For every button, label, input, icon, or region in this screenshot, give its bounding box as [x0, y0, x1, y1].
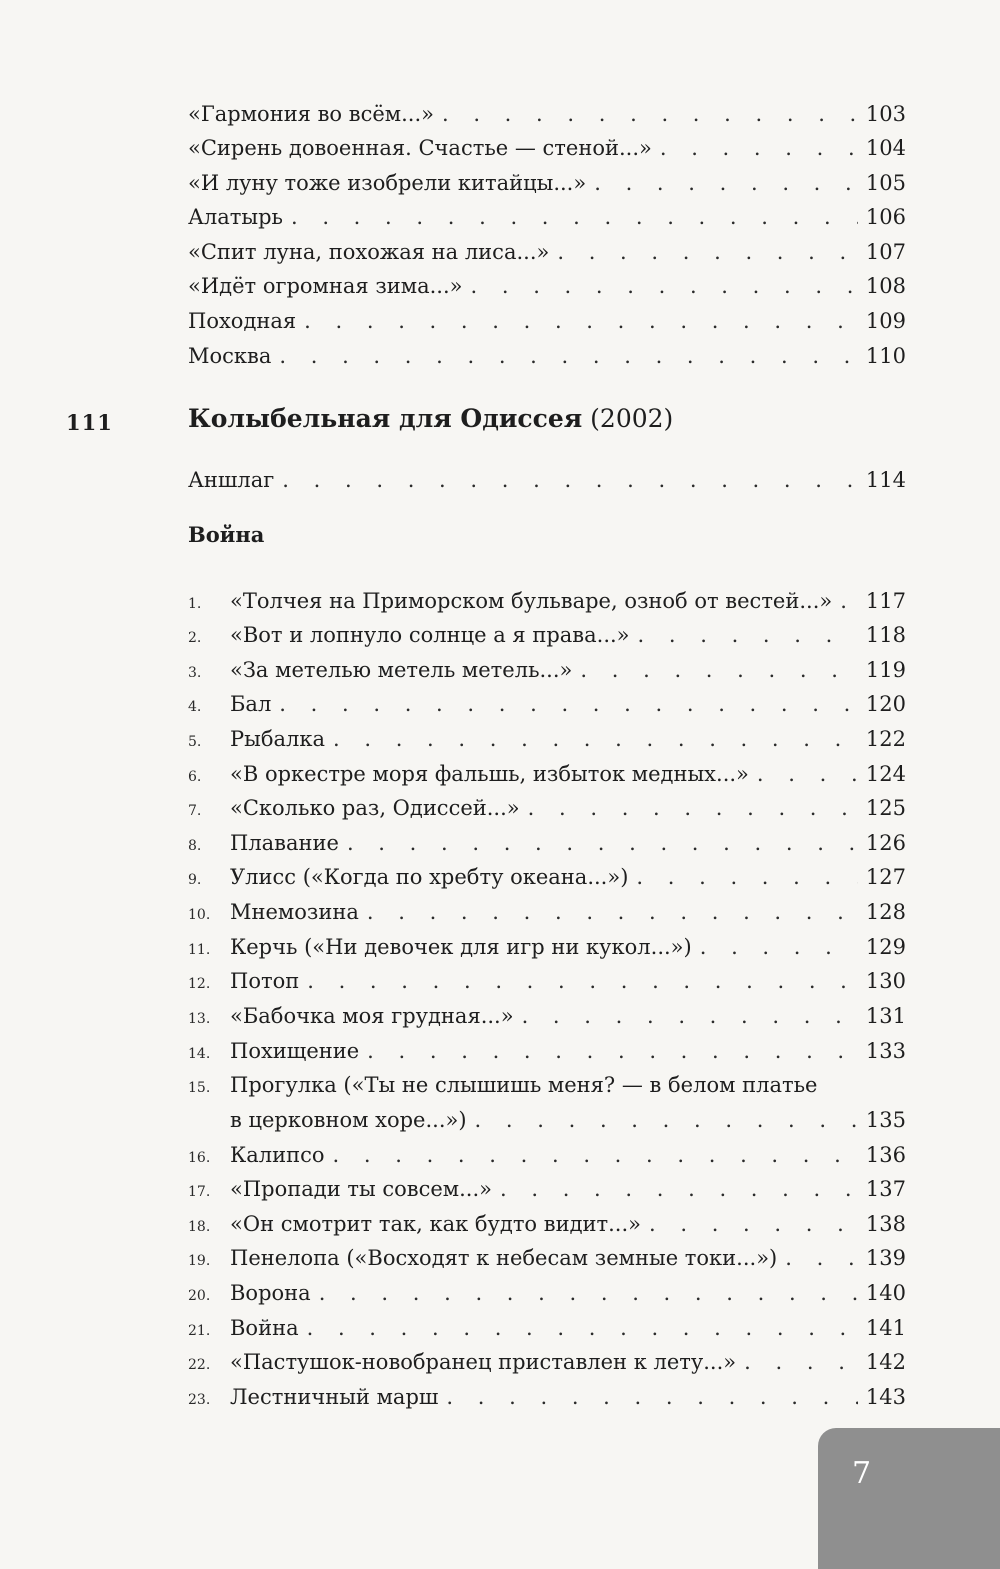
dot-leader: [283, 200, 858, 234]
toc-entry: [188, 584, 906, 618]
toc-entry: [188, 964, 906, 998]
entry-page: 110: [865, 344, 906, 368]
entry-title: Потоп: [230, 969, 300, 993]
dot-leader: [749, 757, 858, 791]
toc-entry: [188, 463, 906, 497]
entry-number: 4.: [188, 699, 202, 715]
toc-entry: [188, 1241, 906, 1275]
entry-page: 125: [865, 796, 906, 820]
toc-entry: [188, 1138, 906, 1172]
entry-title: Рыбалка: [230, 727, 325, 751]
entry-number: 8.: [188, 838, 202, 854]
toc-entry-continuation: [188, 1103, 906, 1137]
dot-leader: [434, 97, 858, 131]
entry-number: 21.: [188, 1323, 211, 1339]
dot-leader: [299, 1311, 858, 1345]
entry-page: 143: [865, 1385, 906, 1409]
toc-entry: [188, 1345, 906, 1379]
dot-leader: [271, 339, 858, 373]
dot-leader: [463, 269, 859, 303]
toc-entry: [188, 618, 906, 652]
entry-title: «Вот и лопнуло солнце а я права...»: [230, 623, 630, 647]
toc-entry: [188, 930, 906, 964]
entry-page: 128: [865, 900, 906, 924]
dot-leader: [467, 1103, 858, 1137]
dot-leader: [628, 860, 858, 894]
entry-page: 106: [865, 205, 906, 229]
entry-title: «Пастушок-новобранец приставлен к лету...»: [230, 1350, 737, 1374]
entry-title: Походная: [188, 309, 297, 333]
entry-page: 133: [865, 1039, 906, 1063]
toc-entry: [188, 269, 906, 303]
dot-leader: [492, 1172, 858, 1206]
section-page-number: 111: [66, 410, 113, 435]
toc-entry: [188, 722, 906, 756]
entry-title: Алатырь: [188, 205, 283, 229]
entry-page: 139: [865, 1246, 906, 1270]
dot-leader: [514, 999, 858, 1033]
toc-entry: [188, 235, 906, 269]
entry-title: Ворона: [230, 1281, 311, 1305]
entry-title: Лестничный марш: [230, 1385, 439, 1409]
dot-leader: [296, 304, 858, 338]
entry-page: 103: [865, 102, 906, 126]
entry-title: Мнемозина: [230, 900, 359, 924]
dot-leader: [586, 166, 858, 200]
entry-title: Улисс («Когда по хребту океана...»): [230, 865, 629, 889]
dot-leader: [271, 687, 858, 721]
entry-title: «За метелью метель метель...»: [230, 658, 573, 682]
dot-leader: [359, 1034, 858, 1068]
dot-leader: [572, 653, 858, 687]
entry-page: 136: [865, 1143, 906, 1167]
entry-number: 9.: [188, 872, 202, 888]
dot-leader: [359, 895, 858, 929]
entry-title: Похищение: [230, 1039, 360, 1063]
entry-title: Бал: [230, 692, 272, 716]
entry-number: 18.: [188, 1219, 211, 1235]
toc-entry: [188, 1276, 906, 1310]
entry-title: Москва: [188, 344, 272, 368]
entry-title: «И луну тоже изобрели китайцы...»: [188, 171, 587, 195]
dot-leader: [325, 1138, 858, 1172]
entry-page: 127: [865, 865, 906, 889]
toc-entry: [188, 166, 906, 200]
dot-leader: [311, 1276, 858, 1310]
entry-title: Плавание: [230, 831, 339, 855]
toc-entry: [188, 1207, 906, 1241]
toc-entry: [188, 757, 906, 791]
entry-title: «Сколько раз, Одиссей...»: [230, 796, 520, 820]
dot-leader: [520, 791, 858, 825]
dot-leader: [549, 235, 858, 269]
entry-page: 131: [865, 1004, 906, 1028]
dot-leader: [274, 463, 858, 497]
entry-page: 108: [865, 274, 906, 298]
entry-title: «Пропади ты совсем...»: [230, 1177, 492, 1201]
toc-entry: [188, 1034, 906, 1068]
section-title: [188, 404, 673, 433]
entry-number: 2.: [188, 630, 202, 646]
entry-page: 120: [865, 692, 906, 716]
entry-number: 23.: [188, 1392, 211, 1408]
toc-entry: [188, 826, 906, 860]
subsection-heading: Война: [188, 522, 265, 547]
entry-number: 11.: [188, 942, 211, 958]
entry-page: 130: [865, 969, 906, 993]
entry-number: 16.: [188, 1150, 211, 1166]
dot-leader: [630, 618, 858, 652]
entry-number: 19.: [188, 1253, 211, 1269]
entry-page: 119: [865, 658, 906, 682]
section-title-text: Колыбельная для Одиссея: [188, 404, 583, 433]
entry-page: 118: [865, 623, 906, 647]
entry-page: 138: [865, 1212, 906, 1236]
entry-title: «Идёт огромная зима...»: [188, 274, 463, 298]
entry-number: 10.: [188, 907, 211, 923]
toc-entry: [188, 97, 906, 131]
dot-leader: [736, 1345, 858, 1379]
entry-number: 20.: [188, 1288, 211, 1304]
entry-title: «Сирень довоенная. Счастье — стеной...»: [188, 136, 652, 160]
dot-leader: [832, 584, 858, 618]
dot-leader: [641, 1207, 858, 1241]
dot-leader: [652, 131, 858, 165]
entry-number: 3.: [188, 665, 202, 681]
toc-entry: [188, 895, 906, 929]
toc-entry: [188, 999, 906, 1033]
entry-title: «В оркестре моря фальшь, избыток медных...»: [230, 762, 749, 786]
entry-page: 126: [865, 831, 906, 855]
entry-title: «Спит луна, похожая на лиса...»: [188, 240, 550, 264]
section-year: (2002): [590, 404, 674, 433]
entry-title: «Гармония во всём...»: [188, 102, 434, 126]
entry-page: 124: [865, 762, 906, 786]
entry-page: 122: [865, 727, 906, 751]
entry-title: Керчь («Ни девочек для игр ни кукол...»): [230, 935, 692, 959]
entry-number: 13.: [188, 1011, 211, 1027]
toc-entry: [188, 1311, 906, 1345]
entry-number: 22.: [188, 1357, 211, 1373]
entry-title: Война: [230, 1316, 299, 1340]
entry-number: 14.: [188, 1046, 211, 1062]
entry-number: 17.: [188, 1184, 211, 1200]
entry-number: 6.: [188, 769, 202, 785]
entry-title: Аншлаг: [188, 468, 275, 492]
entry-page: 104: [865, 136, 906, 160]
entry-page: 142: [865, 1350, 906, 1374]
entry-number: 12.: [188, 976, 211, 992]
entry-title: «Он смотрит так, как будто видит...»: [230, 1212, 641, 1236]
entry-page: 107: [865, 240, 906, 264]
entry-title: Прогулка («Ты не слышишь меня? — в белом платье: [230, 1073, 818, 1097]
entry-number: 5.: [188, 734, 202, 750]
entry-page: 141: [865, 1316, 906, 1340]
entry-title: Пенелопа («Восходят к небесам земные токи...»): [230, 1246, 778, 1270]
toc-entry: [188, 1068, 906, 1102]
toc-entry: [188, 860, 906, 894]
folio-number: 7: [852, 1456, 872, 1491]
toc-entry: [188, 653, 906, 687]
dot-leader: [438, 1380, 858, 1414]
toc-entry: [188, 339, 906, 373]
entry-number: 15.: [188, 1080, 211, 1096]
entry-title: «Толчея на Приморском бульваре, озноб от вестей...»: [230, 589, 833, 613]
dot-leader: [339, 826, 858, 860]
entry-number: 7.: [188, 803, 202, 819]
dot-leader: [692, 930, 858, 964]
toc-entry: [188, 1172, 906, 1206]
dot-leader: [325, 722, 858, 756]
entry-page: 105: [865, 171, 906, 195]
toc-entry: [188, 131, 906, 165]
entry-page: 137: [865, 1177, 906, 1201]
toc-entry: [188, 304, 906, 338]
entry-page: 114: [865, 468, 906, 492]
folio-tab: [818, 1428, 1000, 1569]
entry-title-continuation: в церковном хоре...»): [230, 1108, 467, 1132]
toc-entry: [188, 1380, 906, 1414]
entry-page: 109: [865, 309, 906, 333]
entry-number: 1.: [188, 596, 202, 612]
entry-title: Калипсо: [230, 1143, 325, 1167]
toc-entry: [188, 791, 906, 825]
dot-leader: [777, 1241, 858, 1275]
entry-page: 135: [865, 1108, 906, 1132]
entry-page: 117: [865, 589, 906, 613]
entry-page: 129: [865, 935, 906, 959]
toc-entry: [188, 687, 906, 721]
entry-page: 140: [865, 1281, 906, 1305]
dot-leader: [299, 964, 858, 998]
toc-entry: [188, 200, 906, 234]
entry-title: «Бабочка моя грудная...»: [230, 1004, 514, 1028]
